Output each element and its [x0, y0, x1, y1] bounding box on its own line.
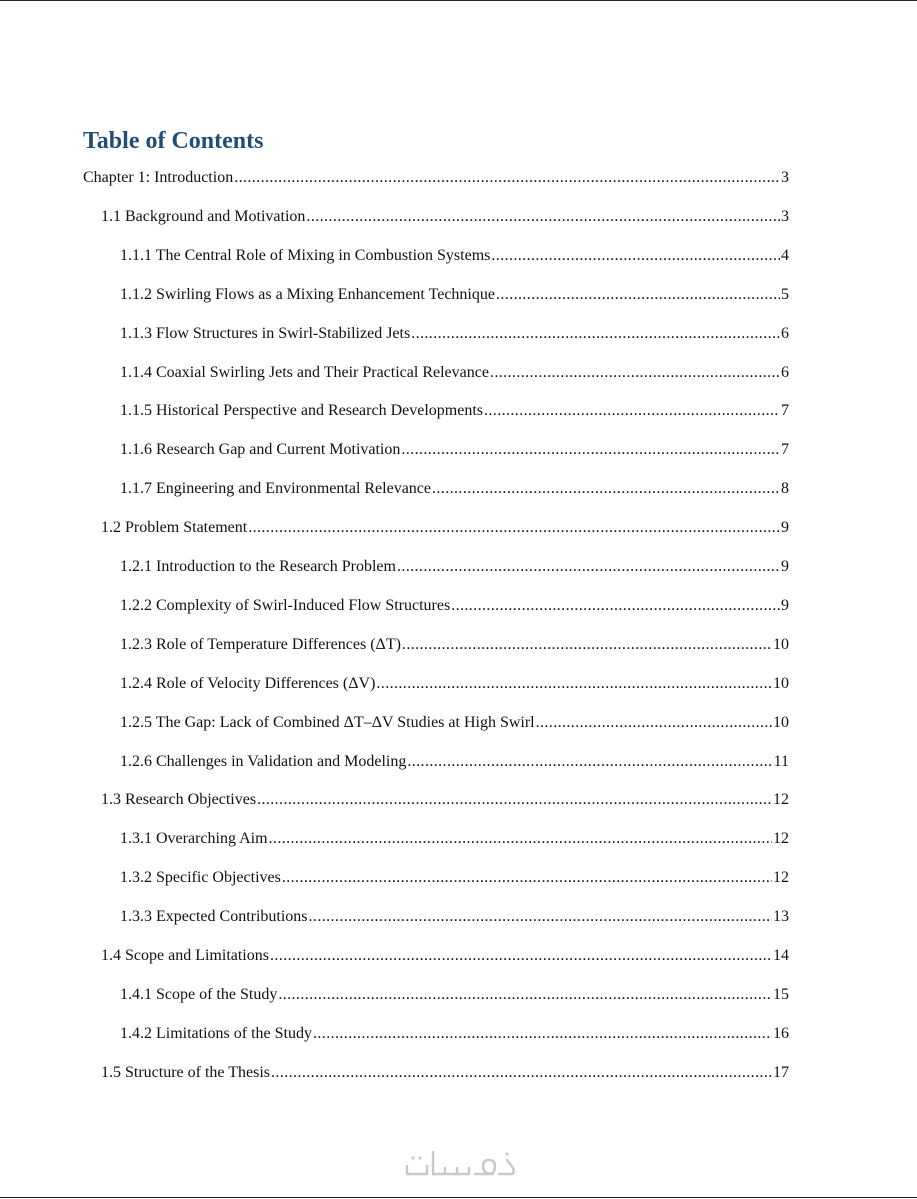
toc-dot-leader	[411, 323, 780, 345]
toc-entry-page-number: 17	[773, 1063, 789, 1081]
toc-dot-leader	[451, 595, 780, 617]
toc-entry-page-number: 12	[773, 830, 789, 848]
toc-entry-label: 1.1.1 The Central Role of Mixing in Combustion Systems	[120, 246, 491, 264]
toc-entry-page-number: 9	[781, 596, 789, 614]
toc-entry-label: 1.5 Structure of the Thesis	[101, 1063, 271, 1081]
toc-dot-leader	[401, 439, 780, 461]
toc-entry-label: 1.3.1 Overarching Aim	[120, 830, 268, 848]
toc-entry[interactable]	[120, 400, 789, 422]
toc-entry[interactable]	[101, 945, 789, 967]
toc-entry-page-number: 9	[781, 558, 789, 575]
toc-entry-page-number: 5	[781, 285, 789, 303]
toc-entry[interactable]	[120, 984, 789, 1006]
toc-entry-page-number: 7	[781, 441, 789, 459]
toc-entry[interactable]	[120, 556, 789, 578]
toc-entry-page-number: 11	[773, 752, 789, 770]
toc-dot-leader	[407, 751, 772, 773]
toc-entry-label: 1.1.7 Engineering and Environmental Relevance	[120, 480, 432, 498]
toc-entry[interactable]	[120, 323, 789, 345]
watermark-logo	[403, 1146, 515, 1180]
toc-dot-leader	[270, 945, 772, 967]
toc-entry-label: 1.2.6 Challenges in Validation and Modeling	[120, 752, 407, 770]
toc-entry[interactable]	[120, 439, 789, 461]
toc-dot-leader	[397, 556, 780, 578]
toc-dot-leader	[491, 245, 780, 267]
toc-dot-leader	[432, 478, 780, 500]
toc-entry-page-number: 12	[773, 791, 789, 809]
toc-dot-leader	[257, 789, 772, 811]
toc-entry-page-number: 4	[781, 246, 789, 264]
toc-entry-label: 1.3.3 Expected Contributions	[120, 908, 308, 926]
toc-entry-page-number: 6	[781, 363, 789, 381]
toc-entry[interactable]	[120, 284, 789, 306]
toc-entry-label: 1.2.1 Introduction to the Research Problem	[120, 558, 396, 575]
toc-dot-leader	[269, 828, 772, 850]
toc-entry-label: 1.2.4 Role of Velocity Differences (ΔV)	[120, 674, 376, 692]
toc-entry-label: 1.1.3 Flow Structures in Swirl-Stabilized Jets	[120, 324, 411, 342]
toc-entry-label: 1.2.2 Complexity of Swirl-Induced Flow Structures	[120, 596, 451, 614]
toc-entry[interactable]	[120, 245, 789, 267]
toc-entry[interactable]	[120, 1023, 789, 1045]
toc-entry[interactable]	[120, 828, 789, 850]
toc-entry[interactable]	[101, 789, 789, 811]
toc-dot-leader	[313, 1023, 772, 1045]
toc-entry[interactable]	[101, 517, 789, 539]
toc-entry-page-number: 10	[773, 713, 789, 731]
toc-entry-label: 1.1.2 Swirling Flows as a Mixing Enhancement Technique	[120, 285, 495, 303]
toc-entry-page-number: 14	[773, 947, 789, 964]
toc-entry-label: 1.3 Research Objectives	[101, 791, 257, 809]
toc-entry-page-number: 16	[773, 1024, 789, 1042]
toc-entry-page-number: 13	[773, 908, 789, 926]
toc-dot-leader	[306, 206, 780, 228]
toc-entry[interactable]	[83, 167, 789, 189]
toc-entry[interactable]	[120, 362, 789, 384]
toc-entry-label: 1.2 Problem Statement	[101, 519, 248, 537]
toc-entry[interactable]	[101, 206, 789, 228]
toc-entry-page-number: 10	[773, 635, 789, 653]
toc-entry-label: 1.4.2 Limitations of the Study	[120, 1024, 312, 1042]
toc-entry[interactable]	[120, 595, 789, 617]
toc-dot-leader	[234, 167, 780, 189]
toc-dot-leader	[490, 362, 780, 384]
toc-entry[interactable]	[120, 673, 789, 695]
toc-entry-label: 1.1.5 Historical Perspective and Research Developments	[120, 402, 483, 420]
toc-dot-leader	[376, 673, 772, 695]
page-bottom-border	[0, 1197, 917, 1198]
toc-entry-page-number: 6	[781, 324, 789, 342]
toc-entry-page-number: 10	[773, 674, 789, 692]
toc-entry-label: Chapter 1: Introduction	[83, 169, 234, 186]
toc-dot-leader	[309, 906, 772, 928]
toc-entry[interactable]	[120, 906, 789, 928]
toc-dot-leader	[278, 984, 772, 1006]
page-title: Table of Contents	[83, 128, 264, 154]
toc-entry-label: 1.1.4 Coaxial Swirling Jets and Their Practical Relevance	[120, 363, 489, 381]
toc-entry-label: 1.1 Background and Motivation	[101, 207, 306, 225]
toc-entry-page-number: 12	[773, 869, 789, 887]
toc-dot-leader	[496, 284, 780, 306]
page-top-border	[0, 0, 917, 1]
toc-entry[interactable]	[101, 1062, 789, 1084]
toc-dot-leader	[484, 400, 780, 422]
toc-dot-leader	[271, 1062, 772, 1084]
toc-dot-leader	[282, 867, 772, 889]
toc-entry-page-number: 3	[781, 169, 789, 186]
toc-entry-label: 1.4 Scope and Limitations	[101, 947, 269, 964]
toc-entry-label: 1.4.1 Scope of the Study	[120, 985, 278, 1003]
toc-dot-leader	[536, 712, 772, 734]
toc-dot-leader	[402, 634, 772, 656]
toc-entry-label: 1.1.6 Research Gap and Current Motivation	[120, 441, 401, 459]
toc-entry-page-number: 3	[781, 207, 789, 225]
toc-dot-leader	[248, 517, 780, 539]
toc-entry-page-number: 8	[781, 480, 789, 498]
toc-entry[interactable]	[120, 478, 789, 500]
toc-entry-page-number: 7	[781, 402, 789, 420]
toc-entry[interactable]	[120, 634, 789, 656]
toc-entry-label: 1.2.3 Role of Temperature Differences (ΔT)	[120, 635, 401, 653]
toc-entry[interactable]	[120, 751, 789, 773]
toc-entry-label: 1.3.2 Specific Objectives	[120, 869, 281, 887]
toc-entry-label: 1.2.5 The Gap: Lack of Combined ΔT–ΔV Studies at High Swirl	[120, 713, 535, 731]
toc-entry-page-number: 9	[781, 519, 789, 537]
toc-entry-page-number: 15	[773, 985, 789, 1003]
toc-entry[interactable]	[120, 712, 789, 734]
toc-entry[interactable]	[120, 867, 789, 889]
